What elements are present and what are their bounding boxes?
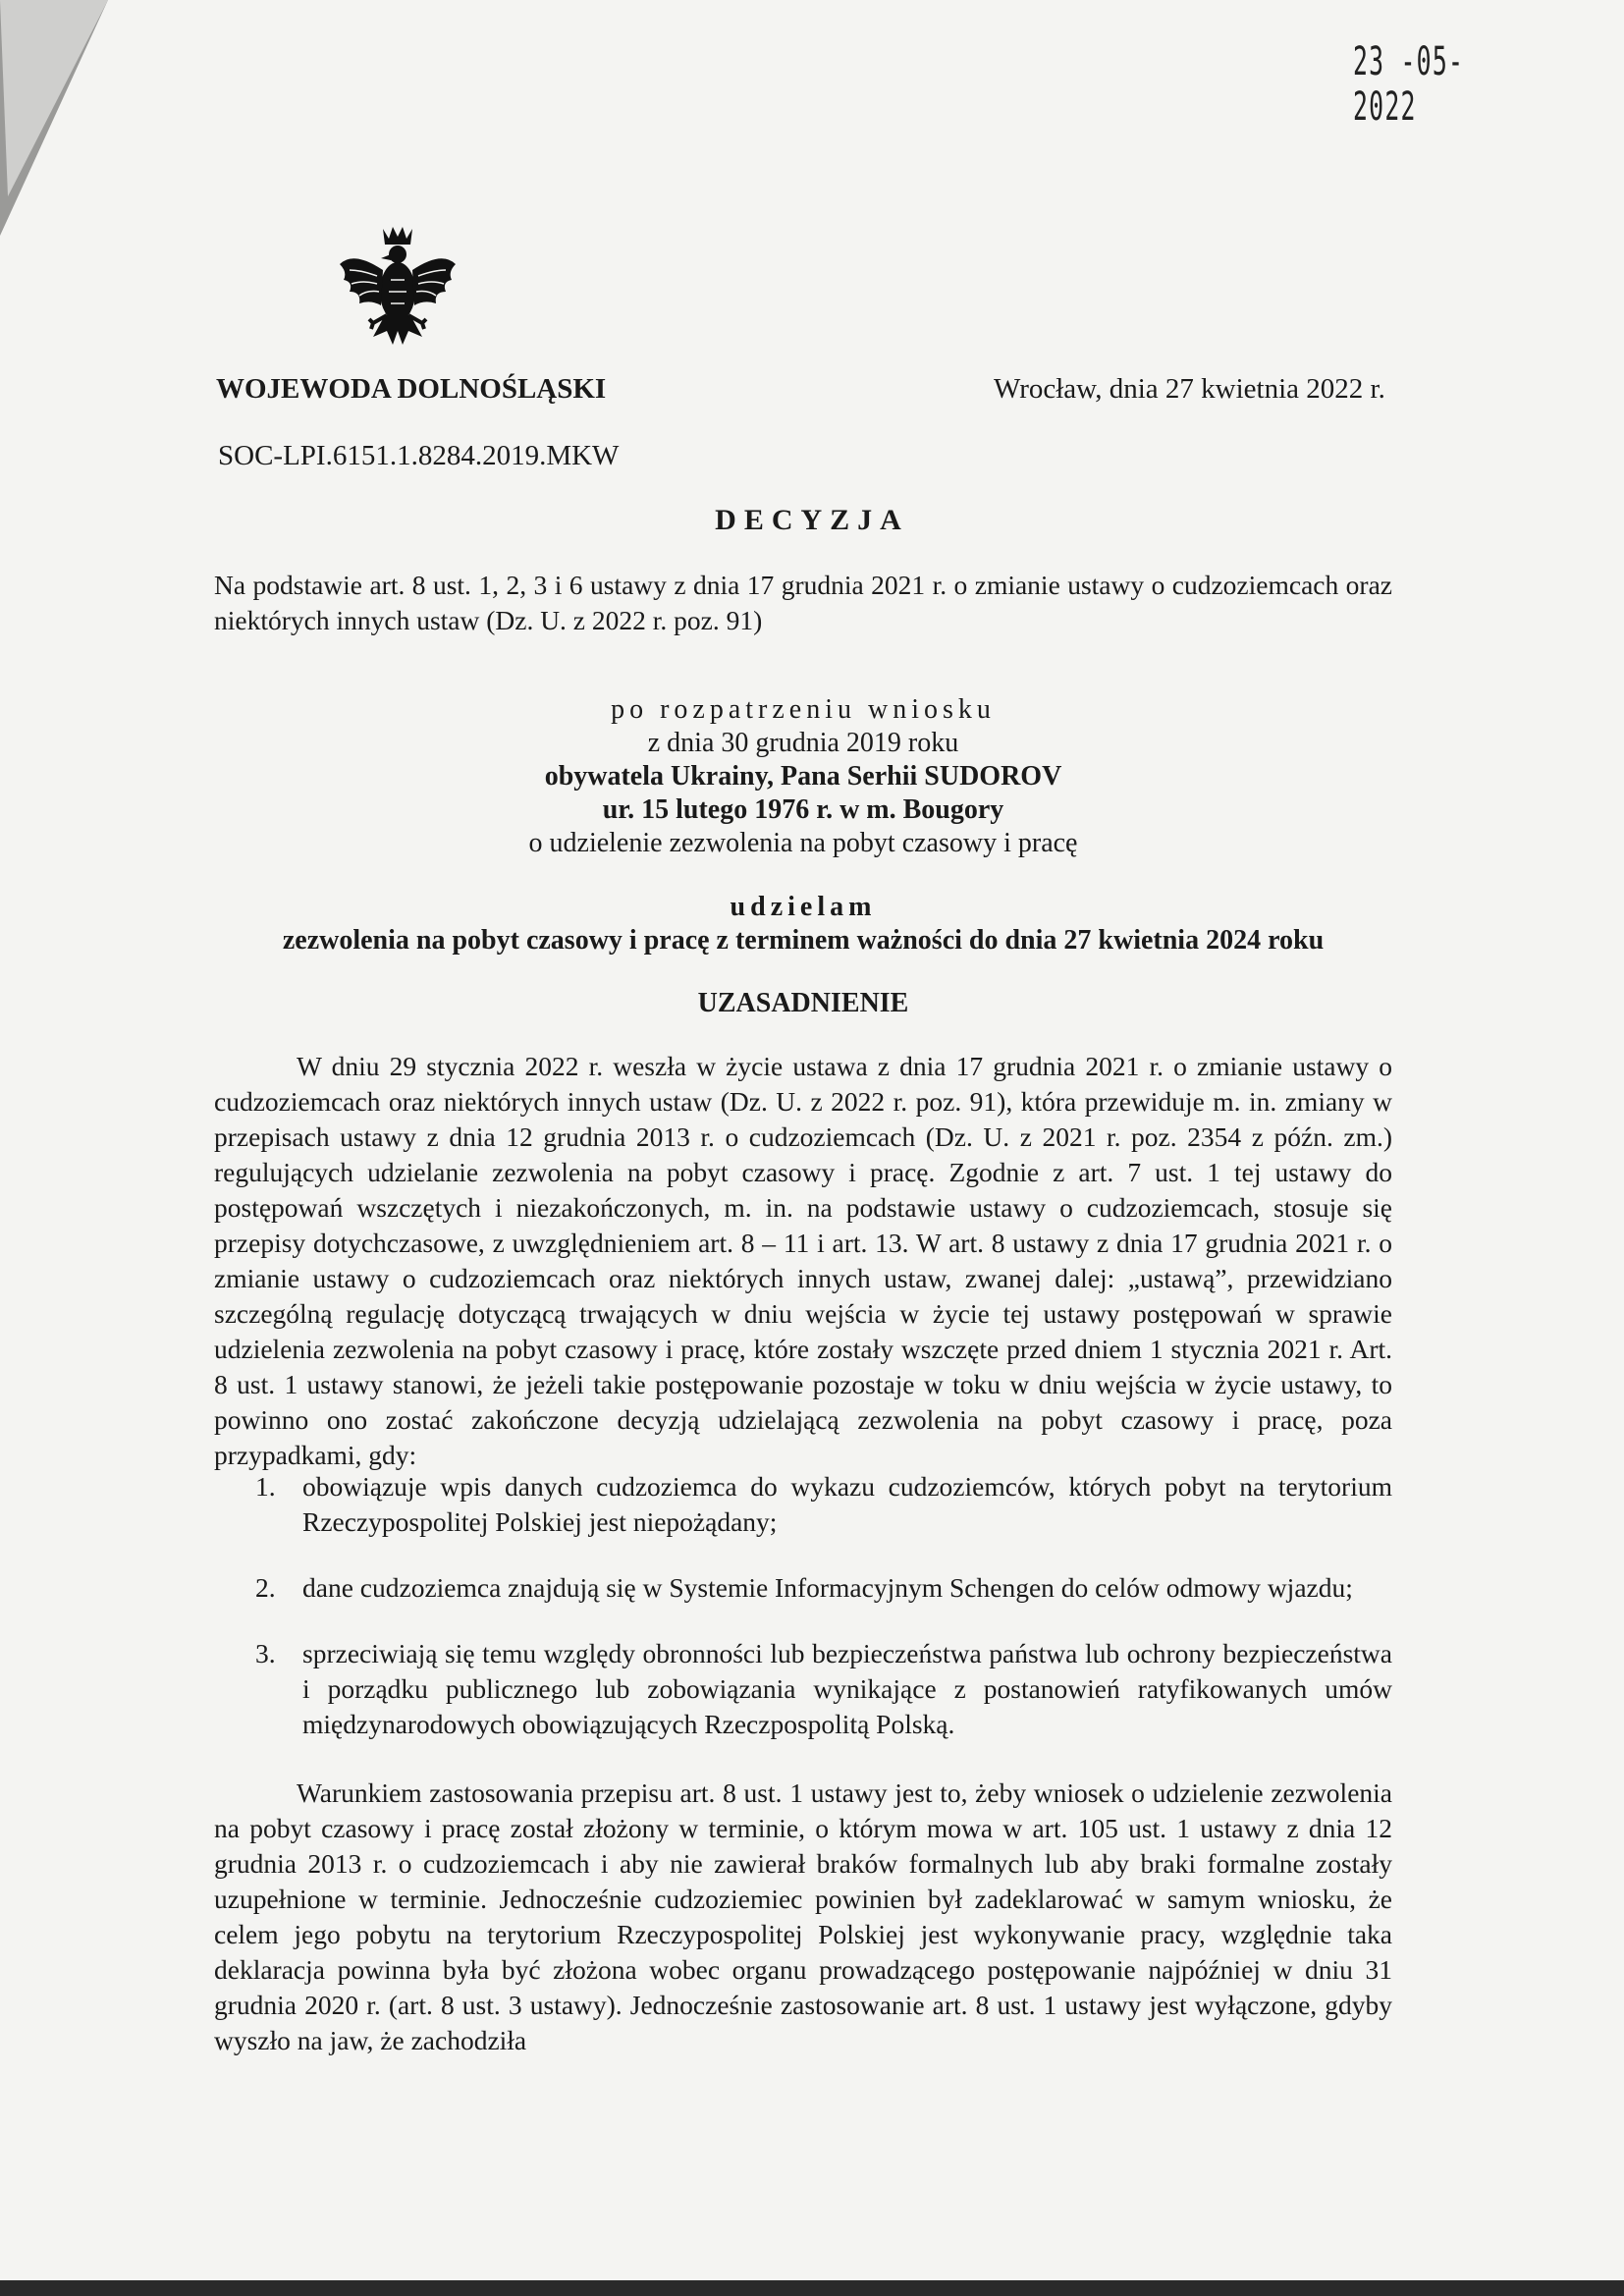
application-block <box>214 693 1392 860</box>
justification-paragraph-2: Warunkiem zastosowania przepisu art. 8 ust. 1 ustawy jest to, żeby wniosek o udzielenie zezwolenia na pobyt czasowy i pracę został złożony w terminie, o którym mowa w art. 105 ust. 1 ustawy z dnia 12 grudnia 2013 r. o cudzoziemcach i aby nie zawierał braków formalnych lub aby braki formalne zostały uzupełnione w terminie. Jednocześnie cudzoziemiec powinien był zadeklarować w samym wniosku, że celem jego pobytu na terytorium Rzeczypospolitej Polskiej jest wykonywanie pracy, względnie taka deklaracja powinna była być złożona wobec organu prowadzącego postępowanie najpóźniej w dniu 31 grudnia 2020 r. (art. 8 ust. 3 ustawy). Jednocześnie zastosowanie art. 8 ust. 1 ustawy jest wyłączone, gdyby wyszło na jaw, że zachodziła <box>214 1777 1392 2055</box>
case-number: SOC-LPI.6151.1.8284.2019.MKW <box>218 440 620 471</box>
polish-eagle-emblem-icon <box>334 221 461 358</box>
page-fold-corner <box>0 0 108 236</box>
application-date: z dnia 30 grudnia 2019 roku <box>647 728 959 758</box>
list-item <box>214 1469 1392 1540</box>
list-item <box>214 1570 1392 1606</box>
application-line-1: po rozpatrzeniu wniosku <box>611 694 996 725</box>
legal-basis-paragraph: Na podstawie art. 8 ust. 1, 2, 3 i 6 ustawy z dnia 17 grudnia 2021 r. o zmianie ustawy o cudzoziemcach oraz niektórych innych ustaw (Dz. U. z 2022 r. poz. 91) <box>214 570 1392 635</box>
received-date-stamp: 23 -05- 2022 <box>1353 39 1465 130</box>
list-item-text: obowiązuje wpis danych cudzoziemca do wykazu cudzoziemców, których pobyt na terytorium Rzeczypospolitej Polskiej jest niepożądany; <box>302 1471 1392 1537</box>
list-item-number: 1. <box>255 1471 276 1502</box>
list-item-number: 3. <box>255 1638 276 1668</box>
justification-heading: UZASADNIENIE <box>697 988 909 1018</box>
scan-bottom-edge <box>0 2280 1624 2296</box>
justification-paragraph-1: W dniu 29 stycznia 2022 r. weszła w życie ustawa z dnia 17 grudnia 2021 r. o zmianie ustawy o cudzoziemcach oraz niektórych innych ustaw (Dz. U. z 2022 r. poz. 91), która przewiduje m. in. zmiany w przepisach ustawy z dnia 12 grudnia 2013 r. o cudzoziemcach (Dz. U. z 2021 r. poz. 2354 z późn. zm.) regulujących udzielanie zezwolenia na pobyt czasowy i pracę. Zgodnie z art. 7 ust. 1 tej ustawy do postępowań wszczętych i niezakończonych, m. in. na podstawie ustawy o cudzoziemcach, stosuje się przepisy dotychczasowe, z uwzględnieniem art. 8 – 11 i art. 13. W art. 8 ustawy z dnia 17 grudnia 2021 r. o zmianie ustawy o cudzoziemcach oraz niektórych innych ustaw, zwanej dalej: „ustawą”, przewidziano szczególną regulację dotyczącą trwających w dniu wejścia w życie tej ustawy postępowań w sprawie udzielenia zezwolenia na pobyt czasowy i pracę, które zostały wszczęte przed dniem 1 stycznia 2021 r. Art. 8 ust. 1 ustawy stanowi, że jeżeli takie postępowanie pozostaje w toku w dniu wejścia w życie ustawy, to powinno ono zostać zakończone decyzją udzielającą zezwolenia na pobyt czasowy i pracę, poza przypadkami, gdy: <box>214 1051 1392 1470</box>
place-and-date: Wrocław, dnia 27 kwietnia 2022 r. <box>994 373 1385 405</box>
list-item-text: sprzeciwiają się temu względy obronności lub bezpieczeństwa państwa lub ochrony bezpieczeństwa i porządku publicznego lub zobowiązania wynikające z postanowień ratyfikowanych umów międzynarodowych obowiązujących Rzeczpospolitą Polską. <box>302 1638 1392 1739</box>
list-item-number: 2. <box>255 1572 276 1603</box>
list-item <box>214 1636 1392 1742</box>
issuing-authority: WOJEWODA DOLNOŚLĄSKI <box>216 373 607 405</box>
decision-text: zezwolenia na pobyt czasowy i pracę z terminem ważności do dnia 27 kwietnia 2024 roku <box>282 925 1325 956</box>
decision-block <box>214 891 1392 957</box>
list-item-text: dane cudzoziemca znajdują się w Systemie Informacyjnym Schengen do celów odmowy wjazdu; <box>302 1572 1353 1603</box>
decision-verb: udzielam <box>730 892 877 922</box>
applicant-birth: ur. 15 lutego 1976 r. w m. Bougory <box>602 794 1004 825</box>
application-subject: o udzielenie zezwolenia na pobyt czasowy i pracę <box>528 828 1078 858</box>
document-title: DECYZJA <box>715 504 909 536</box>
applicant-name: obywatela Ukrainy, Pana Serhii SUDOROV <box>544 761 1062 792</box>
